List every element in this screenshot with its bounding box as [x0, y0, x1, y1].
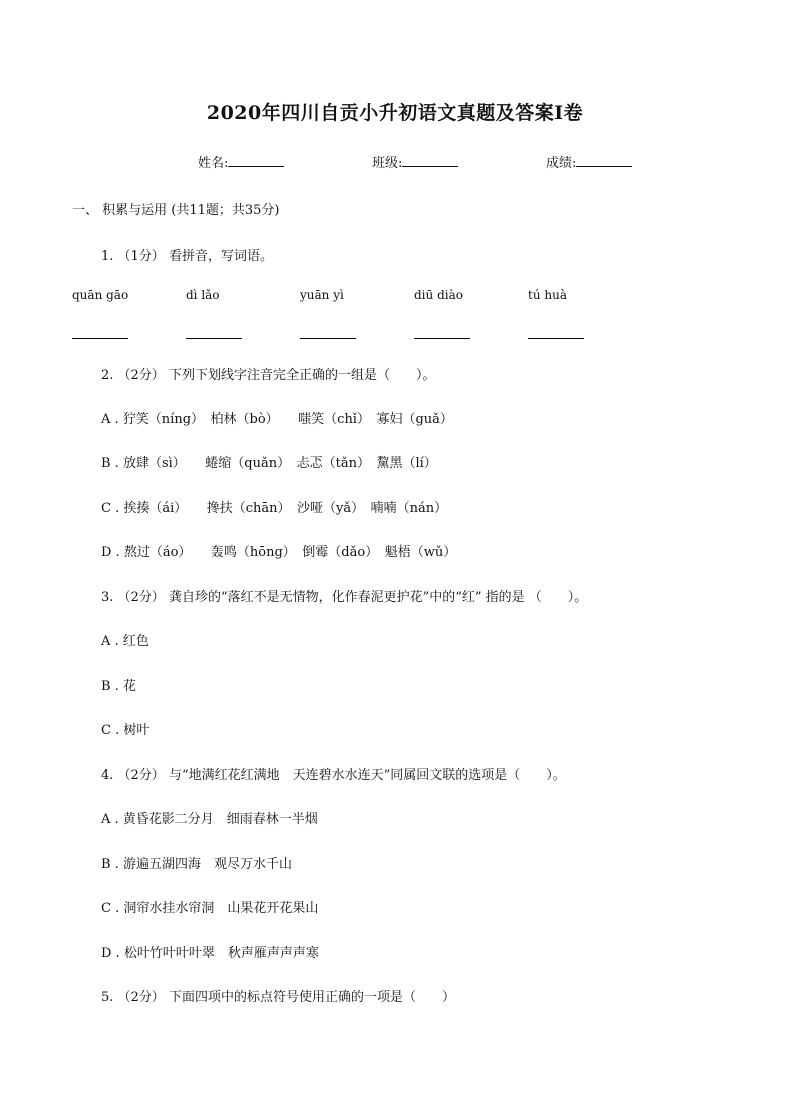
name-field	[198, 152, 284, 171]
question-4-option-c: C . 洞帘水挂水帘洞 山果花开花果山	[101, 901, 319, 916]
question-4-option-b: B . 游遍五湖四海 观尽万水千山	[101, 857, 292, 872]
answer-blank-5	[528, 338, 584, 339]
question-1-stem: 1. （1分） 看拼音，写词语。	[101, 249, 273, 264]
score-field	[546, 152, 632, 171]
answer-blank-3	[300, 338, 356, 339]
question-4-option-d: D . 松叶竹叶叶叶翠 秋声雁声声声寒	[101, 946, 319, 961]
class-label: 班级:	[372, 156, 403, 171]
class-field	[372, 152, 458, 171]
question-2-option-a: A . 狞笑（níng） 柏林（bò） 嗤笑（chǐ） 寡妇（guǎ）	[101, 412, 453, 427]
score-blank	[576, 154, 632, 167]
question-2-option-c: C . 挨揍（ái） 搀扶（chān） 沙哑（yǎ） 喃喃（nán）	[101, 501, 448, 516]
pinyin-4: diū diào	[414, 288, 463, 302]
pinyin-1: quān gāo	[72, 288, 129, 302]
section-heading: 一、 积累与运用 (共11题；共35分)	[72, 203, 280, 218]
question-3-option-b: B . 花	[101, 679, 136, 694]
answer-blank-1	[72, 338, 128, 339]
answer-blank-2	[186, 338, 242, 339]
question-4-option-a: A . 黄昏花影二分月 细雨春林一半烟	[101, 812, 318, 827]
question-2-option-d: D . 熬过（áo） 轰鸣（hōng） 倒霉（dǎo） 魁梧（wǔ）	[101, 545, 457, 560]
pinyin-3: yuān yì	[300, 288, 344, 302]
question-3-stem: 3. （2分） 龚自珍的“落红不是无情物，化作春泥更护花”中的“红” 指的是 （ ）。	[101, 590, 588, 605]
question-2-option-b: B . 放肆（sì） 蜷缩（quǎn） 忐忑（tǎn） 黧黑（lí）	[101, 456, 437, 471]
pinyin-5: tú huà	[528, 288, 567, 302]
question-4-stem: 4. （2分） 与“地满红花红满地 天连碧水水连天”同属回文联的选项是（ ）。	[101, 768, 566, 783]
question-3-option-a: A . 红色	[101, 634, 149, 649]
name-blank	[228, 154, 284, 167]
page-title: 2020年四川自贡小升初语文真题及答案Ⅰ卷	[206, 102, 584, 124]
question-5-stem: 5. （2分） 下面四项中的标点符号使用正确的一项是（ ）	[101, 990, 455, 1005]
pinyin-2: dì lǎo	[186, 288, 220, 302]
question-3-option-c: C . 树叶	[101, 723, 150, 738]
name-label: 姓名:	[198, 156, 229, 171]
score-label: 成绩:	[546, 156, 577, 171]
question-2-stem: 2. （2分） 下列下划线字注音完全正确的一组是（ ）。	[101, 368, 436, 383]
answer-blank-4	[414, 338, 470, 339]
class-blank	[402, 154, 458, 167]
